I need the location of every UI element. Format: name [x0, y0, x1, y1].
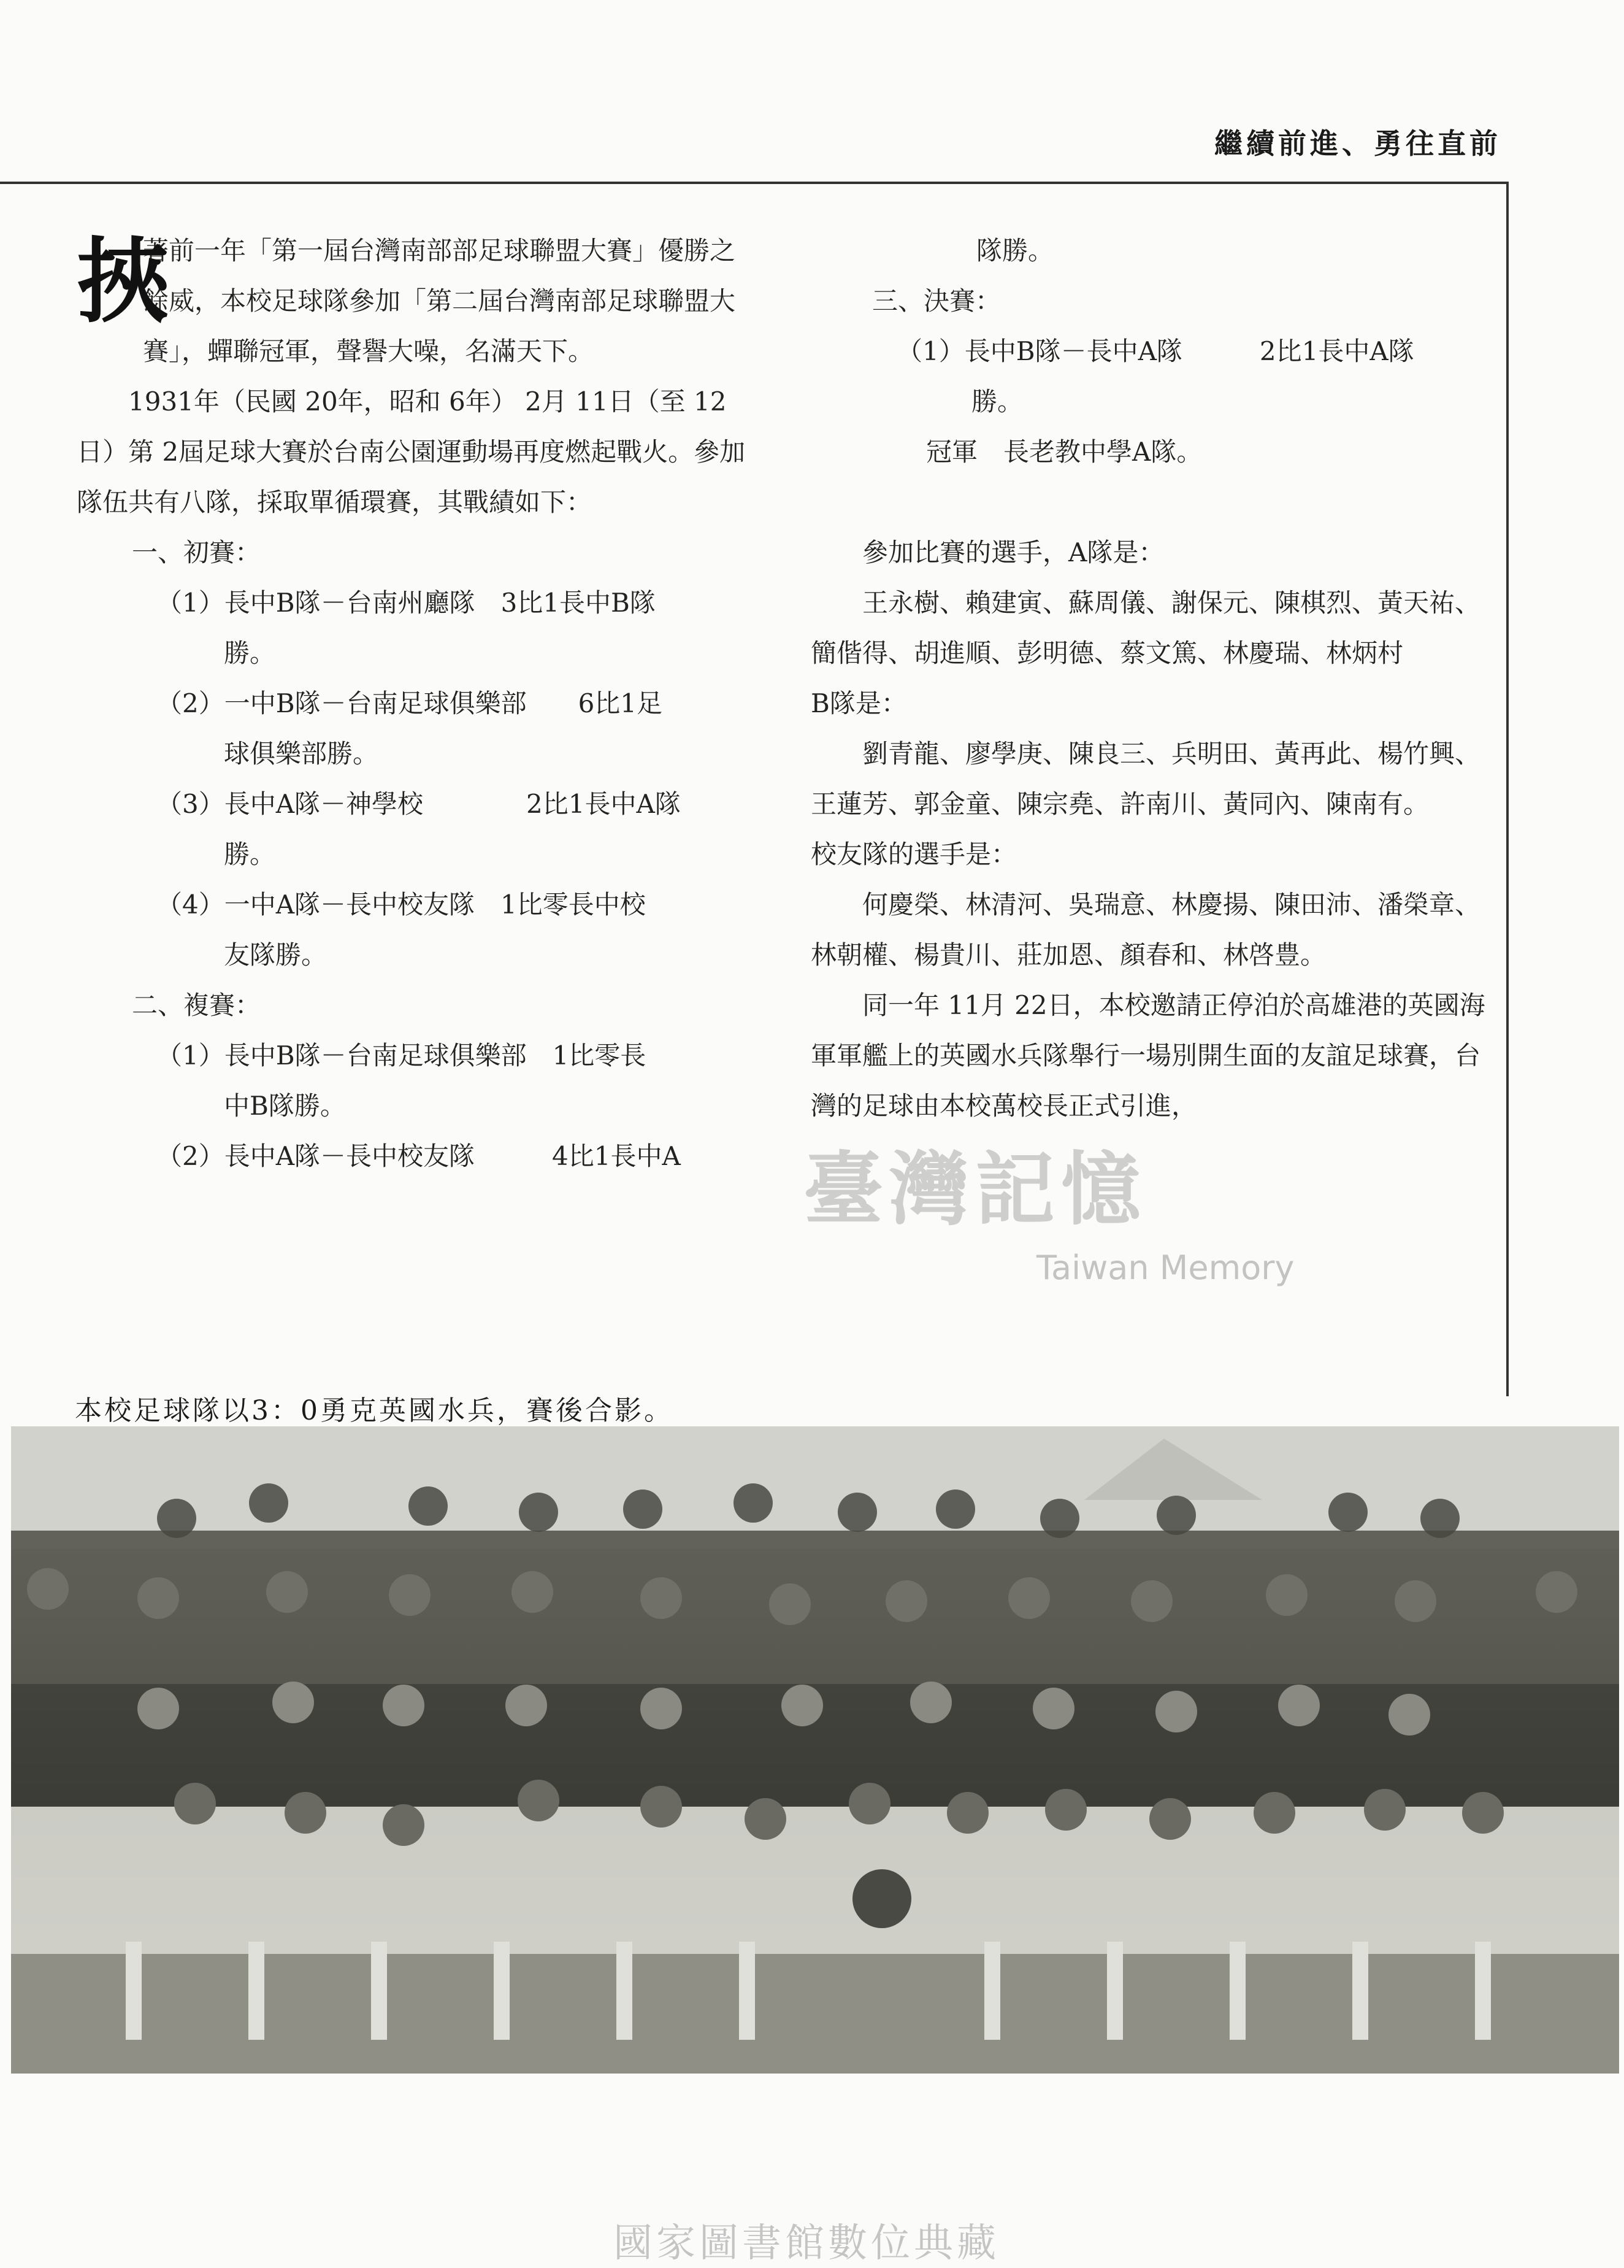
watermark-logo: 臺灣記憶	[803, 1142, 1147, 1236]
right-column	[811, 226, 1492, 1131]
team-b-label: B隊是：	[811, 688, 907, 718]
round3-label: 三、決賽：	[872, 286, 1002, 316]
match-result: （3）長中A隊－神學校 2比1長中A隊	[156, 789, 681, 819]
team-photo	[11, 1426, 1619, 2074]
team-photo-illustration	[11, 1426, 1619, 2074]
match-result-cont: 球俱樂部勝。	[224, 739, 379, 769]
carry-over-text: 隊勝。	[976, 236, 1054, 266]
frame-right-rule	[1506, 182, 1509, 1396]
match-result-cont: 中B隊勝。	[224, 1091, 346, 1121]
tournament-paragraph: 1931年（民國 20年，昭和 6年） 2月 11日（至 12日）第 2屆足球大賽於台南公園運動場再度燃起戰火。參加隊伍共有八隊，採取單循環賽，其戰績如下：	[77, 386, 746, 517]
drop-cap: 挾	[77, 228, 169, 336]
footer-watermark: 國家圖書館數位典藏	[613, 2221, 1000, 2266]
match-result: （1）長中B隊－台南州廳隊 3比1長中B隊	[156, 588, 656, 618]
left-column	[77, 226, 751, 1182]
match-result: （1）長中B隊－台南足球俱樂部 1比零長	[156, 1040, 646, 1071]
round1-label: 一、初賽：	[132, 537, 261, 567]
intro-text: 著前一年「第一屆台灣南部部足球聯盟大賽」優勝之餘威，本校足球隊參加「第二屆台灣南部足球聯盟大賽」，蟬聯冠軍，聲譽大噪，名滿天下。	[143, 236, 736, 366]
match-result: （2）一中B隊－台南足球俱樂部 6比1足	[156, 688, 663, 718]
photo-caption: 本校足球隊以3：0勇克英國水兵，賽後合影。	[75, 1395, 673, 1426]
frame-top-rule	[0, 182, 1509, 184]
final-result-cont: 勝。	[971, 386, 1024, 417]
closing-paragraph: 同一年 11月 22日，本校邀請正停泊於高雄港的英國海軍軍艦上的英國水兵隊舉行一場別開生面的友誼足球賽，台灣的足球由本校萬校長正式引進，	[811, 990, 1485, 1121]
round2-label: 二、複賽：	[132, 990, 261, 1020]
intro-paragraph	[77, 226, 751, 377]
match-result: （4）一中A隊－長中校友隊 1比零長中校	[156, 890, 646, 920]
match-result-cont: 勝。	[224, 839, 276, 869]
football	[852, 1869, 911, 1928]
players-intro: 參加比賽的選手，A隊是：	[862, 537, 1165, 567]
spacer	[811, 477, 1492, 528]
running-header: 繼續前進、勇往直前	[1214, 127, 1501, 160]
watermark-subtitle: Taiwan Memory	[1036, 1248, 1295, 1287]
team-a-roster: 王永樹、賴建寅、蘇周儀、謝保元、陳棋烈、黃天祐、簡偕得、胡進順、彭明德、蔡文篤、林慶瑞、林炳村	[811, 588, 1481, 668]
alumni-label: 校友隊的選手是：	[811, 839, 1017, 869]
final-result: （1）長中B隊－長中A隊 2比1長中A隊	[897, 336, 1414, 366]
match-result-cont: 勝。	[224, 638, 276, 668]
back-row-bodies	[11, 1531, 1619, 1684]
match-result: （2）長中A隊－長中校友隊 4比1長中A	[156, 1141, 681, 1171]
alumni-roster: 何慶榮、林清河、吳瑞意、林慶揚、陳田沛、潘榮章、林朝權、楊貴川、莊加恩、顏春和、林啓豊。	[811, 890, 1481, 970]
team-b-roster: 劉青龍、廖學庚、陳良三、兵明田、黃再此、楊竹興、王蓮芳、郭金童、陳宗堯、許南川、黃同內、陳南有。	[811, 739, 1481, 819]
match-result-cont: 友隊勝。	[224, 940, 327, 970]
champion-line: 冠軍 長老教中學A隊。	[926, 437, 1203, 467]
